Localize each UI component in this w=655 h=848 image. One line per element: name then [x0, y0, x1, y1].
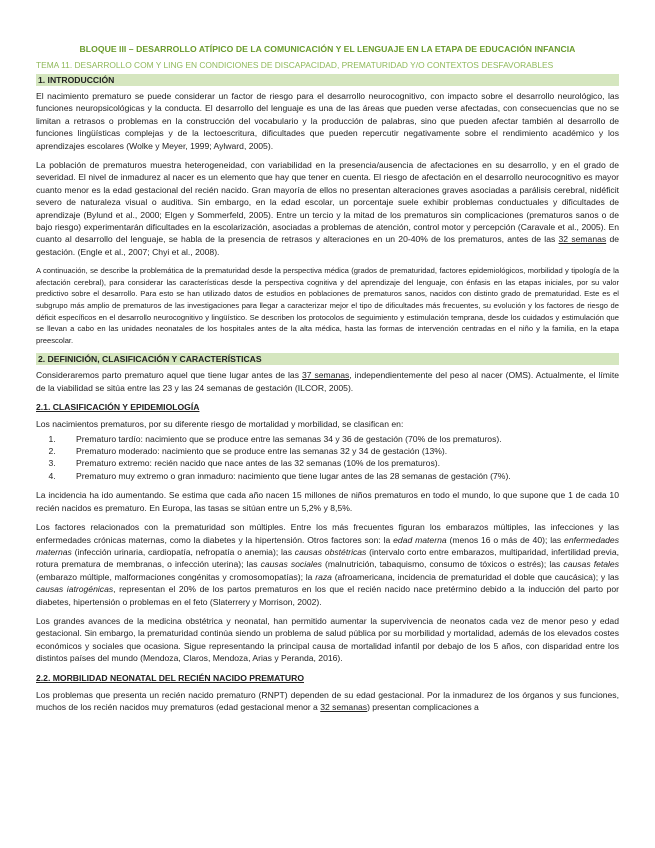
factors-text: (intervalo corto entre embarazos, multiparidad, infertilidad previa, rotura prematura de membranas, o infección uterina); las — [36, 546, 619, 570]
definition-text-a: Consideraremos parto prematuro aquel que tiene lugar antes de las — [36, 370, 302, 381]
factors-paragraph — [36, 521, 619, 608]
section-heading-introduccion: 1. INTRODUCCIÓN — [36, 74, 619, 86]
morbidity-paragraph — [36, 689, 619, 714]
factors-emphasis: causas obstétricas — [294, 546, 367, 557]
factors-emphasis: raza — [315, 571, 332, 582]
morbidity-underlined: 32 semanas — [320, 701, 368, 712]
intro-paragraph-2 — [36, 159, 619, 258]
intro-paragraph-2-text-b: de gestación. (Engle et al., 2007; Chyi et al., 2008). — [36, 234, 619, 257]
intro-paragraph-1: El nacimiento prematuro se puede considerar un factor de riesgo para el desarrollo neurocognitivo, con impacto sobre el desarrollo neurológico, las funciones neuropsicológicas y la conducta. El desarrollo del lenguaje es una de las áreas que pueden verse afectadas, con consecuencias que no se limitan a retrasos o problemas en la construcción del vocabulario y la producción de palabras, sino que pueden afectar también al desarrollo de funciones lingüísticas complejas y de la lectoescritura, dificultades que pueden repercutir negativamente sobre el rendimiento académico y los aprendizajes escolares (Wolke y Meyer, 1999; Aylward, 2005). — [36, 91, 619, 151]
list-item: 3. Prematuro extremo: recién nacido que nace antes de las 32 semanas (10% de los prematuros). — [58, 457, 619, 469]
advances-paragraph: Los grandes avances de la medicina obstétrica y neonatal, han permitido aumentar la supervivencia de neonatos cada vez de menor peso y edad gestacional. Sin embargo, la prematuridad continúa siendo un problema de salud pública por su morbilidad y mortalidad, además de los elevados costes económicos y sociales que ocasiona. Sigue representando la principal causa de mortalidad infantil por debajo de los 5 años, con disparidad entre los distintos países del mundo (Mendoza, Claros, Mendoza, Arias y Peranda, 2016). — [36, 615, 619, 664]
factors-emphasis: edad materna — [393, 534, 447, 545]
morbidity-text-a: Los problemas que presenta un recién nacido prematuro (RNPT) dependen de su edad gestacional. Por la inmadurez de los órganos y sus funciones, muchos de los recién nacidos muy prematuros (edad gestacional menor a — [36, 689, 619, 712]
factors-text: Los factores relacionados con la prematuridad son múltiples. Entre los más frecuentes figuran los embarazos múltiples, las infecciones y las enfermedades crónicas maternas, como la diabetes y la hipertensión. Otros factores son: la — [36, 522, 619, 545]
morbidity-text-b: ) presentan complicaciones a — [367, 701, 479, 712]
theme-title: TEMA 11. DESARROLLO COM Y LING EN CONDICIONES DE DISCAPACIDAD, PREMATURIDAD Y/O CONTEXTOS DESFAVORABLES — [36, 60, 554, 70]
intro-paragraph-2-text-a: La población de prematuros muestra heterogeneidad, con variabilidad en la presencia/ausencia de afectaciones en su desarrollo, y en el grado de severidad. El nivel de inmadurez al nacer es un elemento que hay que tener en cuenta. El riesgo de afectación en el desarrollo neurocognitivo es mayor cuanto menor es la edad gestacional del recién nacido. Gran mayoría de ellos no presentan alteraciones graves asociadas a parálisis cerebral, nidéficit severo de naturaleza visual o auditiva. Sin embargo, en la edad escolar, un porcentaje suele exhibir problemas conductuales y dificultades de aprendizaje (Bylund et al., 2000; Elgen y Sommerfeld, 2005). Entre un tercio y la mitad de los prematuros sin complicaciones (prematuros sanos o de bajo riesgo) experimentarán dificultades en la escolarización, asociadas a problemas de atención, control motor y percepción (Caravale et al., 2005). En cuanto al desarrollo del lenguaje, se habla de la presencia de retrasos y alteraciones en un 20-40% de los prematuros, antes de las — [36, 160, 619, 245]
factors-text: (afroamericana, incidencia de prematuridad el doble que caucásica); y las — [331, 571, 619, 582]
section-heading-definicion: 2. DEFINICIÓN, CLASIFICACIÓN Y CARACTERÍSTICAS — [36, 353, 619, 365]
list-item: 2. Prematuro moderado: nacimiento que se produce entre las semanas 32 y 34 de gestación (13%). — [58, 445, 619, 457]
factors-emphasis: enfermedades maternas — [36, 534, 619, 557]
factors-emphasis: causas iatrogénicas — [36, 584, 114, 595]
subsection-heading-clasificacion: 2.1. CLASIFICACIÓN Y EPIDEMIOLOGÍA — [36, 402, 200, 413]
list-item: 4. Prematuro muy extremo o gran inmaduro: nacimiento que tiene lugar antes de las 28 semanas de gestación (7%). — [58, 470, 619, 482]
classification-intro: Los nacimientos prematuros, por su diferente riesgo de mortalidad y morbilidad, se clasifican en: — [36, 419, 404, 430]
factors-text: (malnutrición, tabaquismo, consumo de tóxicos o estrés); las — [321, 559, 564, 570]
factors-text: , representan el 20% de los partos prematuros en los que el recién nacido nace pretérmino debido a la inducción del parto por diabetes, hipertensión o problemas en el feto (Slaterrery y Morrison, 2002). — [36, 584, 619, 607]
definition-underlined: 37 semanas — [301, 370, 350, 381]
definition-paragraph — [36, 369, 619, 394]
list-item: 1. Prematuro tardío: nacimiento que se produce entre las semanas 34 y 36 de gestación (70% de los prematuros). — [58, 433, 619, 445]
factors-text: (embarazo múltiple, malformaciones congénitas y cromosomopatías); la — [36, 571, 316, 582]
incidence-paragraph: La incidencia ha ido aumentando. Se estima que cada año nacen 15 millones de niños prematuros en todo el mundo, lo que supone que 1 de cada 10 recién nacidos es prematuro. En Europa, las tasas se sitúan entre un 5,2% y 8,5%. — [36, 490, 619, 513]
factors-emphasis: causas sociales — [260, 559, 322, 570]
intro-paragraph-2-underlined: 32 semanas — [558, 234, 607, 245]
definition-text-b: , independientemente del peso al nacer (OMS). Actualmente, el límite de la viabilidad se sitúa entre las 23 y las 24 semanas de gestación (ILCOR, 2005). — [36, 370, 620, 393]
subsection-heading-morbilidad: 2.2. MORBILIDAD NEONATAL DEL RECIÉN NACIDO PREMATURO — [36, 672, 305, 683]
factors-text: (infección urinaria, cardiopatía, nefropatía o anemia); las — [71, 546, 295, 557]
block-title: BLOQUE III – DESARROLLO ATÍPICO DE LA COMUNICACIÓN Y EL LENGUAJE EN LA ETAPA DE EDUCACIÓN INFANCIA — [79, 44, 576, 54]
factors-text: (menos 16 o más de 40); las — [446, 534, 565, 545]
intro-paragraph-3: A continuación, se describe la problemática de la prematuridad desde la perspectiva médica (grados de prematuridad, factores epidemiológicos, morbilidad y tipología de la afectación cerebral), para considerar las características desde la perspectiva cognitiva y del aprendizaje del lenguaje, con énfasis en las etapas iniciales, por su valor predictivo sobre el desarrollo. Para esto se han utilizado datos de estudios en poblaciones de prematuros sanos, nacidos con distinto grado de prematuridad. Este es el subgrupo más amplio de prematuros de las investigaciones para llegar a caracterizar mejor el tipo de dificultades más frecuentes, su evolución y los factores de riesgo de déficit específicos en el desarrollo neurocognitivo y lingüístico. Se describen los protocolos de seguimiento y estimulación temprana, desde los cuidados y estimulación que se llevan a cabo en las unidades neonatales de los hospitales antes de la alta médica, hasta las formas de intervención centradas en el niño y la familia, en la etapa preescolar. — [36, 266, 619, 345]
classification-list — [36, 433, 619, 483]
factors-emphasis: causas fetales — [563, 559, 620, 570]
